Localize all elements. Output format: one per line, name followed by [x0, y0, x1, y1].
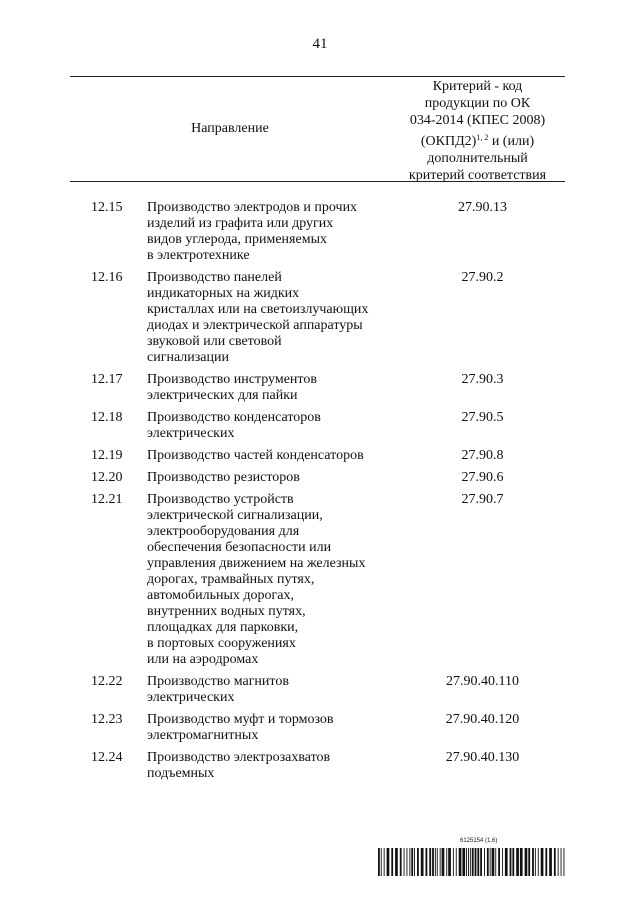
row-direction-line: Производство устройств	[147, 492, 294, 507]
row-direction	[147, 448, 392, 464]
table-row	[0, 750, 640, 782]
row-direction-line: изделий из графита или других	[147, 216, 334, 231]
table-row	[0, 448, 640, 464]
row-direction-line: управления движением на железных	[147, 556, 366, 571]
table-body	[0, 200, 640, 788]
row-direction-line: Производство магнитов	[147, 674, 289, 689]
row-direction-line: диодах и электрической аппаратуры	[147, 318, 363, 333]
row-direction-line: Производство частей конденсаторов	[147, 448, 364, 463]
row-direction-line: видов углерода, применяемых	[147, 232, 327, 247]
row-code: 27.90.40.120	[445, 712, 520, 727]
row-direction-line: Производство муфт и тормозов	[147, 712, 334, 727]
row-direction-line: электрических	[147, 426, 235, 441]
row-number: 12.17	[91, 372, 123, 387]
row-direction-line: электромагнитных	[147, 728, 259, 743]
header-direction: Направление	[191, 121, 269, 136]
row-direction-line: электрических для пайки	[147, 388, 298, 403]
row-direction-line: электрической сигнализации,	[147, 508, 323, 523]
row-number: 12.23	[91, 712, 123, 727]
row-direction	[147, 270, 392, 366]
header-criterion-and-or: и (или)	[488, 134, 535, 149]
row-direction-line: Производство электродов и прочих	[147, 200, 358, 215]
header-criterion-line-okpd	[390, 129, 565, 150]
row-number: 12.15	[91, 200, 123, 215]
row-direction	[147, 470, 392, 486]
row-direction	[147, 200, 392, 264]
row-direction	[147, 492, 392, 668]
row-direction-line: Производство панелей	[147, 270, 282, 285]
row-direction-line: или на аэродромах	[147, 652, 259, 667]
table-row	[0, 270, 640, 366]
row-number: 12.18	[91, 410, 123, 425]
table-row	[0, 674, 640, 706]
row-code: 27.90.40.110	[446, 674, 519, 689]
row-code: 27.90.13	[458, 200, 507, 215]
footer-barcode	[378, 838, 566, 878]
row-direction-line: звуковой или световой	[147, 334, 282, 349]
row-direction-line: Производство электрозахватов	[147, 750, 331, 765]
barcode-label: 6125154 (1.6)	[460, 838, 498, 844]
row-direction-line: Производство конденсаторов	[147, 410, 321, 425]
row-number: 12.24	[91, 750, 123, 765]
row-direction	[147, 674, 392, 706]
row-number: 12.16	[91, 270, 123, 285]
row-direction-line: электрооборудования для	[147, 524, 300, 539]
row-direction-line: подъемных	[147, 766, 215, 781]
row-direction	[147, 410, 392, 442]
row-direction-line: электрических	[147, 690, 235, 705]
row-direction-line: обеспечения безопасности или	[147, 540, 332, 555]
row-direction-line: кристаллах или на светоизлучающих	[147, 302, 369, 317]
row-code: 27.90.5	[461, 410, 504, 425]
table-row	[0, 200, 640, 264]
header-criterion-line: 034-2014 (КПЕС 2008)	[409, 113, 546, 128]
row-direction-line: дорогах, трамвайных путях,	[147, 572, 315, 587]
row-direction-line: Производство инструментов	[147, 372, 317, 387]
row-number: 12.19	[91, 448, 123, 463]
row-direction-line: Производство резисторов	[147, 470, 300, 485]
table-row	[0, 372, 640, 404]
table-row	[0, 470, 640, 486]
table-header	[70, 76, 565, 182]
row-direction	[147, 750, 392, 782]
row-direction-line: площадках для парковки,	[147, 620, 299, 635]
row-code: 27.90.8	[461, 448, 504, 463]
header-criterion-line: Критерий - код	[432, 79, 523, 94]
row-direction-line: автомобильных дорогах,	[147, 588, 294, 603]
header-criterion-line: критерий соответствия	[408, 168, 547, 183]
header-criterion-okpd: (ОКПД2)	[420, 134, 477, 149]
row-direction-line: внутренних водных путях,	[147, 604, 306, 619]
row-direction-line: сигнализации	[147, 350, 229, 365]
row-code: 27.90.2	[461, 270, 504, 285]
row-code: 27.90.7	[461, 492, 504, 507]
table-row	[0, 492, 640, 668]
row-number: 12.22	[91, 674, 123, 689]
row-number: 12.21	[91, 492, 123, 507]
page-number: 41	[312, 36, 328, 52]
row-code: 27.90.6	[461, 470, 504, 485]
row-direction	[147, 372, 392, 404]
row-direction	[147, 712, 392, 744]
row-code: 27.90.40.130	[445, 750, 520, 765]
row-direction-line: в портовых сооружениях	[147, 636, 296, 651]
row-code: 27.90.3	[461, 372, 504, 387]
table-row	[0, 712, 640, 744]
row-number: 12.20	[91, 470, 123, 485]
table-row	[0, 410, 640, 442]
header-criterion-line: продукции по ОК	[424, 96, 531, 111]
row-direction-line: индикаторных на жидких	[147, 286, 300, 301]
footnote-marker: 1, 2	[476, 133, 489, 142]
header-criterion-line: дополнительный	[427, 151, 528, 166]
row-direction-line: в электротехнике	[147, 248, 250, 263]
header-criterion	[390, 78, 565, 184]
barcode-icon	[378, 848, 566, 876]
